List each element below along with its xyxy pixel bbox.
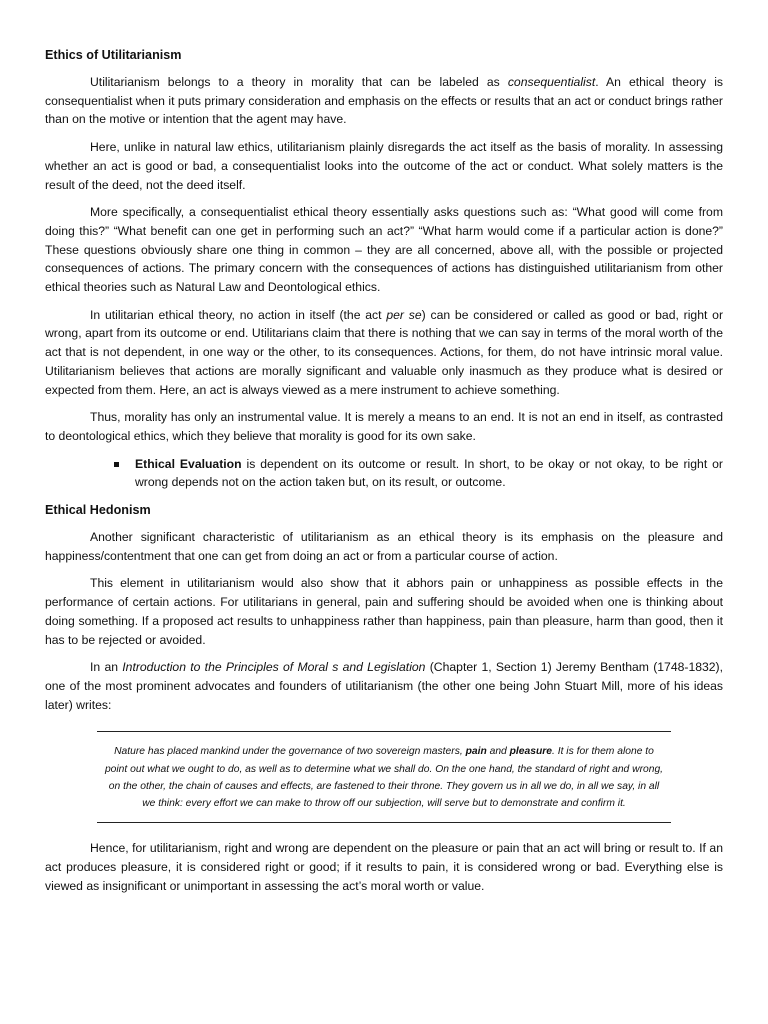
- section-heading-ethical-hedonism: Ethical Hedonism: [45, 503, 151, 518]
- paragraph-pleasure-happiness: Another significant characteristic of utilitarianism as an ethical theory is its emphasis on the pleasure and happiness/contentment that one can get from doing an act or from a particular course of action.: [45, 530, 723, 563]
- square-bullet-icon: [114, 462, 119, 467]
- text-run: In utilitarian ethical theory, no action in itself (the act: [90, 307, 387, 322]
- bullet-list: [45, 455, 723, 492]
- text-run: . An ethical theory is consequentialist when it puts primary consideration and emphasis on the effects or results that an act or conduct brings rather than on the motive or intention that the agent may have.: [45, 75, 723, 127]
- quote-text: . It is for them alone to point out what we ought to do, as well as to determine what we shall do. On the one hand, the standard of right and wrong, on the other, the chain of causes and effects, are fastened to their throne. They govern us in all we do, in all we say, in all we think: every effort we can make to throw off our subjection, will serve but to demonstrate and confirm it.: [104, 746, 664, 809]
- quote-bold-pleasure: pleasure: [509, 746, 552, 758]
- text-run: ) can be considered or called as good or bad, right or wrong, apart from its outcome or end. Utilitarians claim that there is nothing that we can say in terms of the moral worth of the act that is not dependent, in one way or the other, to its consequences. Actions, for them, do not have intrinsic moral value. Utilitarianism believes that actions are morally significant and valuable only inasmuch as they produce what is desired or expected from them. Here, an act is always viewed as a mere instrument to achieve something.: [45, 307, 724, 397]
- paragraph-consequentialist: [45, 73, 723, 129]
- section-heading-ethics-of-utilitarianism: Ethics of Utilitarianism: [45, 48, 182, 62]
- bullet-item-ethical-evaluation: [135, 455, 723, 492]
- paragraph-bentham-intro: [45, 658, 723, 714]
- emphasis-consequentialist: consequentialist: [507, 75, 596, 89]
- bullet-term: Ethical Evaluation: [135, 456, 242, 471]
- paragraph-questions: More specifically, a consequentialist ethical theory essentially asks questions such as: “What good will come from doing this?” “What benefit can one get in performing such an act?” “What harm would come if a particular action is done?” These questions obviously share one thing in common – they are all concerned, above all, with the possible or projected consequences of actions. The primary concern with the consequences of actions has distinguished utilitarianism from other ethical theories such as Natural Law and Deontological ethics.: [45, 205, 723, 295]
- paragraph-per-se: [45, 306, 723, 400]
- text-run: (Chapter 1, Section 1) Jeremy Bentham (1748-1832), one of the most prominent advocates and founders of utilitarianism (the other one being John Stuart Mill, more of his ideas later) writes:: [45, 660, 723, 712]
- bullet-text: is dependent on its outcome or result. In short, to be okay or not okay, to be right or wrong depends not on the action taken but, on its result, or outcome.: [135, 456, 723, 490]
- text-run: Utilitarianism belongs to a theory in morality that can be labeled as: [90, 75, 508, 89]
- block-quote-bentham: [97, 731, 671, 823]
- emphasis-per-se: per se: [386, 307, 422, 322]
- quote-text: and: [486, 746, 510, 758]
- quote-text: Nature has placed mankind under the governance of two sovereign masters,: [114, 746, 466, 758]
- paragraph-conclusion: Hence, for utilitarianism, right and wrong are dependent on the pleasure or pain that an act will bring or result to. If an act produces pleasure, it is considered right or good; if it results to pain, it is considered wrong or bad. Everything else is viewed as insignificant or unimportant in assessing the act’s moral worth or value.: [45, 841, 723, 893]
- paragraph-disregards-act: Here, unlike in natural law ethics, utilitarianism plainly disregards the act itself as the basis of morality. In assessing whether an act is good or bad, a consequentialist looks into the outcome of the act or conduct. What solely matters is the result of the deed, not the deed itself.: [45, 140, 723, 192]
- paragraph-abhors-pain: This element in utilitarianism would also show that it abhors pain or unhappiness as possible effects in the performance of certain actions. For utilitarians in general, pain and suffering should be avoided when one is thinking about doing something. If a proposed act results to unhappiness rather than happiness, pain than pleasure, harm than good, then it has to be rejected or avoided.: [45, 576, 723, 647]
- book-title: Introduction to the Principles of Moral s and Legislation: [122, 660, 426, 675]
- text-run: In an: [90, 660, 123, 675]
- paragraph-instrumental-value: Thus, morality has only an instrumental value. It is merely a means to an end. It is not an end in itself, as contrasted to deontological ethics, which they believe that morality is good for its own sake.: [45, 410, 723, 443]
- quote-bold-pain: pain: [465, 746, 487, 758]
